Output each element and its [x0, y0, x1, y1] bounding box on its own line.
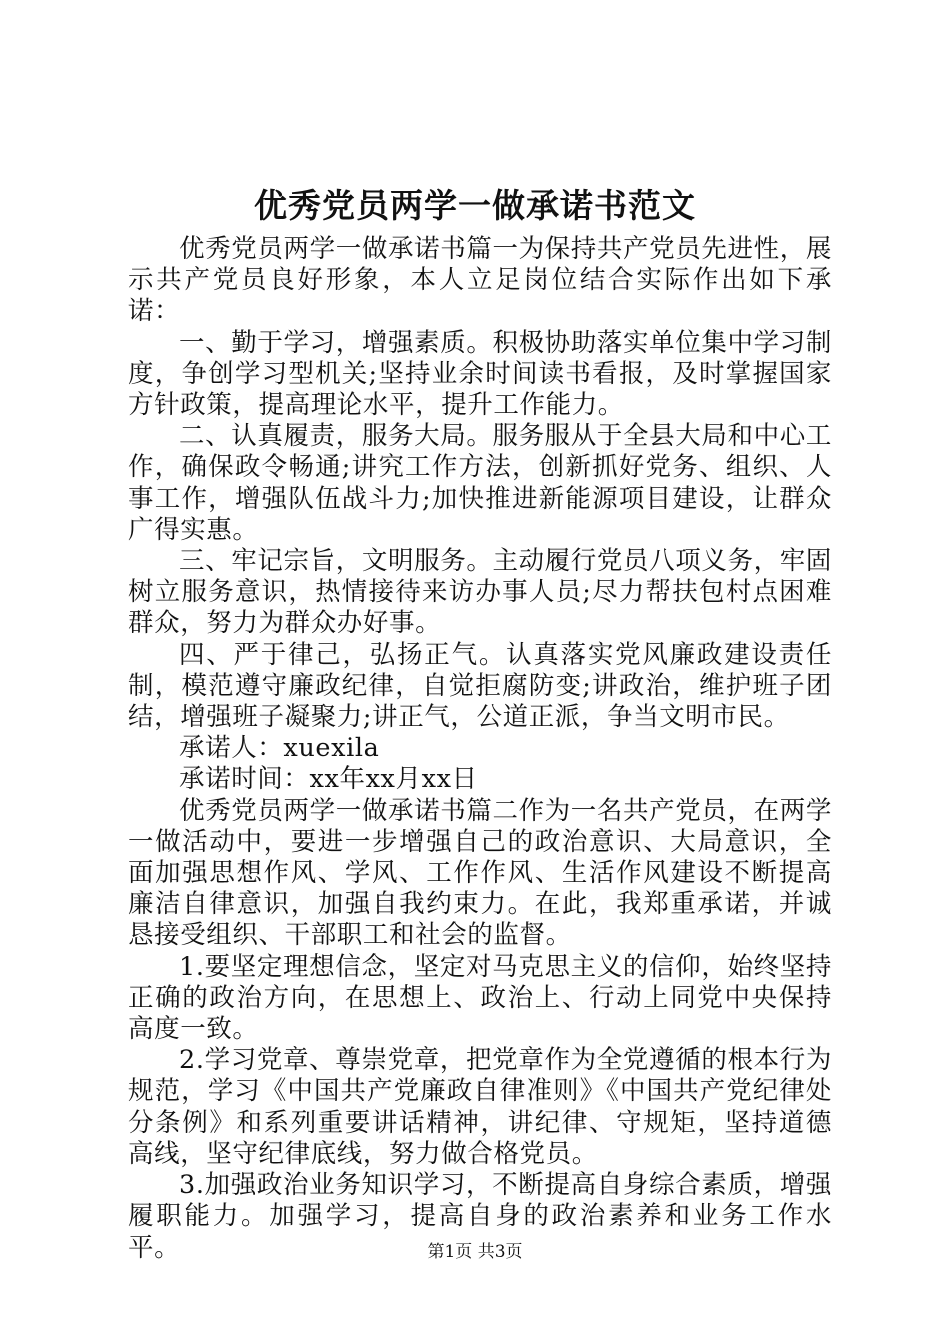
paragraph-item-4: 四、严于律己，弘扬正气。认真落实党风廉政建设责任制，模范遵守廉政纪律，自觉拒腐防变;讲政治，维护班子团结，增强班子凝聚力;讲正气，公道正派，争当文明市民。 — [128, 639, 832, 733]
document-title: 优秀党员两学一做承诺书范文 — [254, 186, 696, 225]
paragraph-item-3: 三、牢记宗旨，文明服务。主动履行党员八项义务，牢固树立服务意识，热情接待来访办事人员;尽力帮扶包村点困难群众，努力为群众办好事。 — [128, 546, 832, 639]
paragraph-item-1: 一、勤于学习，增强素质。积极协助落实单位集中学习制度，争创学习型机关;坚持业余时间读书看报，及时掌握国家方针政策，提高理论水平，提升工作能力。 — [128, 327, 832, 421]
paragraph-intro-2: 优秀党员两学一做承诺书篇二作为一名共产党员，在两学一做活动中，要进一步增强自己的政治意识、大局意识，全面加强思想作风、学风、工作作风、生活作风建设不断提高廉洁自律意识，加强自我约束力。在此，我郑重承诺，并诚恳接受组织、干部职工和社会的监督。 — [128, 795, 832, 951]
paragraph-point-3: 3.加强政治业务知识学习，不断提高自身综合素质，增强履职能力。加强学习，提高自身的政治素养和业务工作水平。 — [128, 1170, 832, 1263]
date-line: 承诺时间：xx年xx月xx日 — [179, 764, 478, 795]
paragraph-intro-1: 优秀党员两学一做承诺书篇一为保持共产党员先进性，展示共产党员良好形象，本人立足岗位结合实际作出如下承诺： — [128, 234, 832, 327]
paragraph-point-2: 2.学习党章、尊崇党章，把党章作为全党遵循的根本行为规范，学习《中国共产党廉政自律准则》《中国共产党纪律处分条例》和系列重要讲话精神，讲纪律、守规矩，坚持道德高线，坚守纪律底线，努力做合格党员。 — [128, 1045, 832, 1169]
signatory-line: 承诺人：xuexila — [179, 733, 380, 764]
paragraph-item-2: 二、认真履责，服务大局。服务服从于全县大局和中心工作，确保政令畅通;讲究工作方法，创新抓好党务、组织、人事工作，增强队伍战斗力;加快推进新能源项目建设，让群众广得实惠。 — [128, 421, 832, 545]
page-footer: 第1页 共3页 — [427, 1242, 523, 1262]
paragraph-point-1: 1.要坚定理想信念，坚定对马克思主义的信仰，始终坚持正确的政治方向，在思想上、政治上、行动上同党中央保持高度一致。 — [128, 951, 832, 1045]
document-body — [128, 234, 832, 1264]
